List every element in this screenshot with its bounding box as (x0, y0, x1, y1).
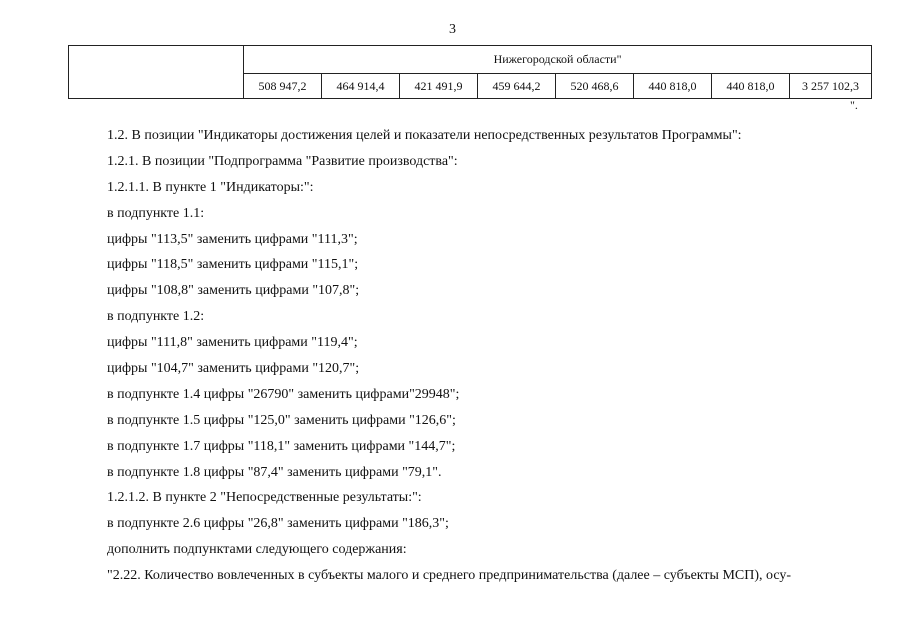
text-line: в подпункте 1.1: (107, 205, 205, 221)
text-line: в подпункте 1.8 цифры "87,4" заменить цифрами "79,1". (107, 464, 442, 480)
document-body (107, 123, 867, 589)
text-line: в подпункте 1.5 цифры "125,0" заменить цифрами "126,6"; (107, 412, 456, 428)
text-line: цифры "111,8" заменить цифрами "119,4"; (107, 335, 358, 351)
text-line: в подпункте 1.7 цифры "118,1" заменить цифрами "144,7"; (107, 438, 456, 454)
text-line: цифры "118,5" заменить цифрами "115,1"; (107, 257, 359, 273)
text-line: цифры "113,5" заменить цифрами "111,3"; (107, 231, 358, 247)
table-cell: 520 468,6 (556, 74, 634, 99)
empty-label-cell (69, 46, 244, 99)
text-line: в подпункте 1.2: (107, 309, 205, 325)
text-line: 1.2.1. В позиции "Подпрограмма "Развитие производства": (107, 153, 458, 169)
table-cell: 464 914,4 (322, 74, 400, 99)
text-line: цифры "104,7" заменить цифрами "120,7"; (107, 361, 360, 377)
table-cell: 440 818,0 (712, 74, 790, 99)
table-row (69, 46, 872, 74)
table-cell: 421 491,9 (400, 74, 478, 99)
closing-quote: ". (850, 98, 858, 112)
text-line: дополнить подпунктами следующего содержания: (107, 542, 407, 558)
table-cell: 508 947,2 (244, 74, 322, 99)
text-line: "2.22. Количество вовлеченных в субъекты малого и среднего предпринимательства (далее – субъекты МСП), осу- (107, 568, 792, 584)
text-line: цифры "108,8" заменить цифрами "107,8"; (107, 283, 360, 299)
text-line: 1.2.1.1. В пункте 1 "Индикаторы:": (107, 179, 314, 195)
page-number: 3 (449, 22, 456, 37)
text-line: 1.2. В позиции "Индикаторы достижения целей и показатели непосредственных результатов Программы": (107, 128, 742, 143)
table-header-cell: Нижегородской области" (244, 46, 872, 74)
table-cell-total: 3 257 102,3 (790, 74, 872, 99)
budget-table (68, 45, 872, 99)
table-cell: 459 644,2 (478, 74, 556, 99)
table-cell: 440 818,0 (634, 74, 712, 99)
text-line: 1.2.1.2. В пункте 2 "Непосредственные результаты:": (107, 490, 422, 506)
text-line: в подпункте 1.4 цифры "26790" заменить цифрами"29948"; (107, 386, 460, 402)
text-line: в подпункте 2.6 цифры "26,8" заменить цифрами "186,3"; (107, 516, 449, 532)
